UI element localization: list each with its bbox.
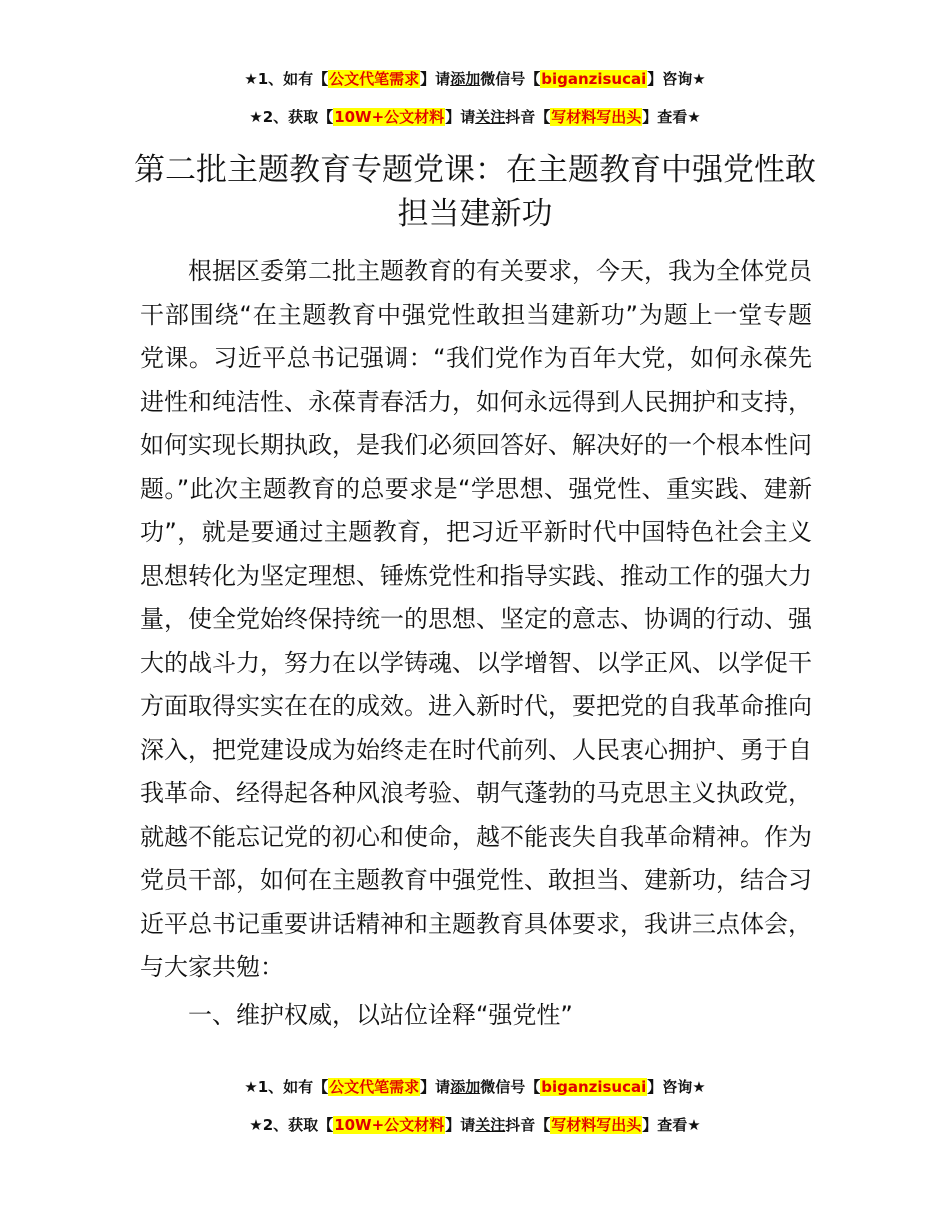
banner-highlight: 10W+公文材料 <box>334 108 445 126</box>
banner-text: 】咨询★ <box>647 70 706 88</box>
section-heading-1: 一、维护权威，以站位诠释“强党性” <box>188 1001 573 1029</box>
banner-text: ★2、获取【 <box>249 108 334 126</box>
banner-highlight-douyin-id: 写材料写出头 <box>551 1116 642 1134</box>
banner-highlight-wechat-id: biganzisucai <box>541 1078 647 1096</box>
promo-banner-bottom-1 <box>0 1076 950 1098</box>
banner-highlight-douyin-id: 写材料写出头 <box>551 108 642 126</box>
banner-underlined: 关注 <box>475 1116 506 1134</box>
promo-banner-bottom-2 <box>0 1114 950 1136</box>
banner-underlined: 添加 <box>450 1078 481 1096</box>
banner-text: 】请 <box>420 1078 451 1096</box>
banner-highlight-wechat-id: biganzisucai <box>541 70 647 88</box>
banner-text: 】查看★ <box>642 1116 701 1134</box>
document-title: 第二批主题教育专题党课：在主题教育中强党性敢担当建新功 <box>134 152 816 232</box>
banner-text: 微信号【 <box>480 1078 541 1096</box>
banner-highlight: 公文代笔需求 <box>329 70 420 88</box>
banner-text: 】咨询★ <box>647 1078 706 1096</box>
promo-banner-top-1 <box>0 68 950 90</box>
banner-text: ★1、如有【 <box>244 1078 329 1096</box>
banner-text: 抖音【 <box>505 1116 551 1134</box>
banner-highlight: 10W+公文材料 <box>334 1116 445 1134</box>
banner-underlined: 关注 <box>475 108 506 126</box>
banner-text: 微信号【 <box>480 70 541 88</box>
banner-text: 】查看★ <box>642 108 701 126</box>
banner-text: 】请 <box>420 70 451 88</box>
promo-banner-top-2 <box>0 106 950 128</box>
banner-text: ★2、获取【 <box>249 1116 334 1134</box>
banner-underlined: 添加 <box>450 70 481 88</box>
body-paragraph: 根据区委第二批主题教育的有关要求，今天，我为全体党员干部围绕“在主题教育中强党性敢担当建新功”为题上一堂专题党课。习近平总书记强调：“我们党作为百年大党，如何永葆先进性和纯洁性、永葆青春活力，如何永远得到人民拥护和支持，如何实现长期执政，是我们必须回答好、解决好的一个根本性问题。”此次主题教育的总要求是“学思想、强党性、重实践、建新功”，就是要通过主题教育，把习近平新时代中国特色社会主义思想转化为坚定理想、锤炼党性和指导实践、推动工作的强大力量，使全党始终保持统一的思想、坚定的意志、协调的行动、强大的战斗力，努力在以学铸魂、以学增智、以学正风、以学促干方面取得实实在在的成效。进入新时代，要把党的自我革命推向深入，把党建设成为始终走在时代前列、人民衷心拥护、勇于自我革命、经得起各种风浪考验、朝气蓬勃的马克思主义执政党，就越不能忘记党的初心和使命，越不能丧失自我革命精神。作为党员干部，如何在主题教育中强党性、敢担当、建新功，结合习近平总书记重要讲话精神和主题教育具体要求，我讲三点体会，与大家共勉： <box>140 257 812 981</box>
banner-text: 】请 <box>445 108 476 126</box>
banner-text: ★1、如有【 <box>244 70 329 88</box>
banner-text: 抖音【 <box>505 108 551 126</box>
banner-text: 】请 <box>445 1116 476 1134</box>
banner-highlight: 公文代笔需求 <box>329 1078 420 1096</box>
